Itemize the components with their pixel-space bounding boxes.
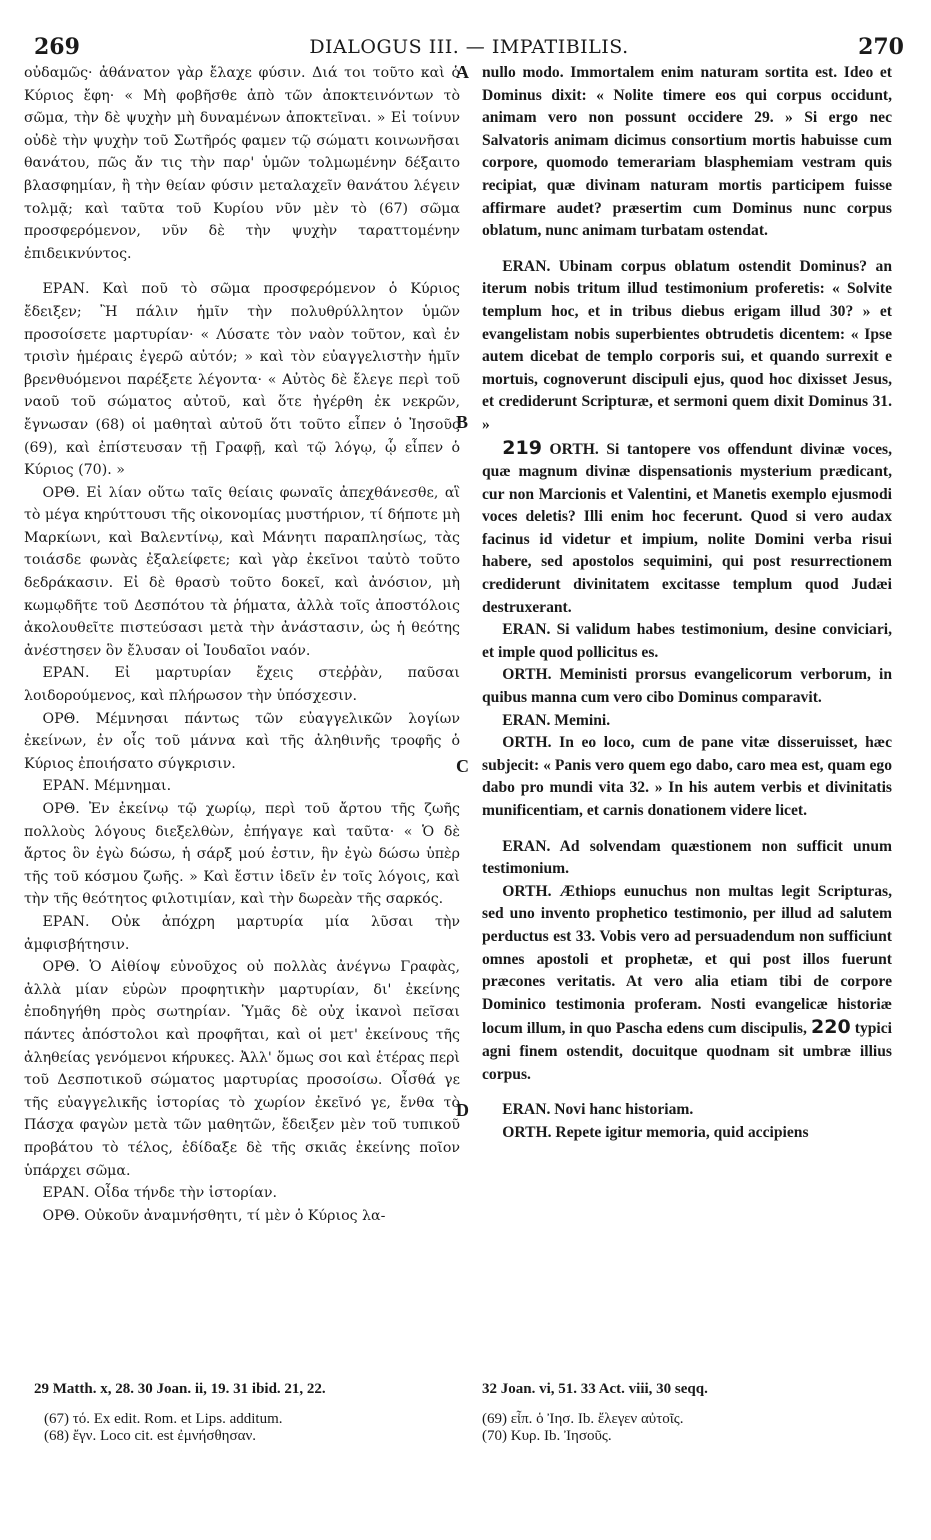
greek-paragraph: ΟΡΘ. Εἰ λίαν οὕτω ταῖς θείαις φωναῖς ἀπεχθάνεσθε, αἳ τὸ μέγα κηρύττουσι τῆς οἰκονομίας μυστήριον, τί δήποτε μὴ Μαρκίωνι, καὶ Βαλεντίνῳ, καὶ Μάνητι παραπλησίως, τὰς τοιάσδε φωνὰς ἐξαλείφετε; καὶ γὰρ ἐκεῖνοι ταὐτὸ τοῦτο δεδράκασιν. Εἰ δὲ θρασὺ τοῦτο δοκεῖ, καὶ ἀνόσιον, μὴ κωμῳδῆτε τοῦ Δεσπότου τὰ ῥήματα, ἀλλὰ τοῖς ἀποστόλοις ἀκολουθεῖτε πιστεύσασι μετὰ τὴν ἀνάστασιν, ὡς ἡ θεότης ἀνέστησεν ὃν ἔλυσαν οἱ Ἰουδαῖοι ναόν. (24, 484, 460, 659)
latin-paragraph-text: ORTH. Si tantopere vos offendunt divinæ voces, quæ magnum divinæ dispensationis mysterium prædicant, cur non Marcionis et Valentini, et Manetis exemplo ejusmodi voces deletis? Illi enim hoc fecerunt. Quod si vero audax facinus id videtur et impium, nolite Domini verba risui habere, sed apostolos sequimini, qui post resurrectionem crediderunt divinitatem excitasse templum quod Judæi destruxerant. (482, 440, 893, 616)
greek-column (24, 62, 460, 1227)
greek-paragraph: ΟΡΘ. Ἐν ἐκείνῳ τῷ χωρίῳ, περὶ τοῦ ἄρτου τῆς ζωῆς πολλοὺς λόγους διεξελθὼν, ἐπήγαγε καὶ ταῦτα· « Ὁ δὲ ἄρτος ὃν ἐγὼ δώσω, ἡ σάρξ μού ἐστιν, ἣν ἐγὼ δώσω ὑπὲρ τῆς τοῦ κόσμου ζωῆς. » Καὶ ἔστιν ἰδεῖν ἐν τοῖς λόγοις, καὶ τὴν τῆς θεότητος φιλοτιμίαν, καὶ τὴν δωρεὰν τῆς σαρκός. (24, 801, 460, 908)
textual-footnotes-left (44, 1411, 464, 1445)
latin-paragraph: ERAN. Novi hanc historiam. (502, 1101, 694, 1119)
greek-paragraph: ΕΡΑΝ. Εἰ μαρτυρίαν ἔχεις στεῤῥὰν, παῦσαι λοιδορούμενος, καὶ πλήρωσον τὴν ὑπόσχεσιν. (24, 665, 460, 705)
page-header (34, 34, 904, 64)
greek-paragraph: οὐδαμῶς· ἀθάνατον γὰρ ἔλαχε φύσιν. Διά τοι τοῦτο καὶ ὁ Κύριος ἔφη· « Μὴ φοβῆσθε ἀπὸ τῶν ἀποκτεινόντων τὸ σῶμα, τὴν δὲ ψυχὴν μὴ δυναμένων ἀποκτεῖναι. » Εἰ τοίνυν οὐδὲ τὴν ψυχὴν τοῦ Σωτῆρός φαμεν τῷ σώματι κοινωνῆσαι θανάτου, πῶς ἄν τις τὴν παρ' ὑμῶν τολμωμένην δέξαιτο βλασφημίαν, ἢ τὴν θείαν φύσιν μεταλαχεῖν θανάτου λέγειν τολμᾷ; καὶ ταῦτα τοῦ Κυρίου νῦν μὲν τὸ (67) σῶμα προσφερόμενον, νῦν δὲ τὴν ψυχὴν ταραττομένην ἐπιδεικνύντος. (24, 65, 460, 262)
greek-paragraph: ΕΡΑΝ. Οἶδα τήνδε τὴν ἱστορίαν. (42, 1185, 277, 1202)
scripture-footnotes-right: 32 Joan. vi, 51. 33 Act. viii, 30 seqq. (482, 1381, 708, 1397)
textual-footnote: (70) Κυρ. Ib. Ἰησοῦς. (482, 1428, 612, 1444)
latin-paragraph: ORTH. Meministi prorsus evangelicorum verborum, in quibus manna cum vero cibo Dominus comparavit. (482, 666, 892, 707)
greek-paragraph: ΕΡΑΝ. Οὐκ ἀπόχρη μαρτυρία μία λῦσαι τὴν ἀμφισβήτησιν. (24, 913, 460, 953)
column-marker-b: B (456, 412, 469, 432)
latin-paragraph (482, 437, 892, 620)
latin-paragraph: nullo modo. Immortalem enim naturam sortita est. Ideo et Dominus dixit: « Nolite timere eos qui corpus occidunt, animam vero non possunt occidere 29. » Si ergo nec Salvatoris animam dicimus consortium mortis habuisse cum corpore, quomodo temerariam blasphemiam vestram quis recipiat, quæ divinam naturam mortis participem fuisse affirmare audet? præsertim cum Dominus nunc corpus oblatum, nunc animam turbatam ostendat. (482, 64, 892, 240)
latin-column (482, 62, 892, 1144)
column-marker-c: C (456, 756, 469, 776)
left-page-number: 269 (34, 34, 80, 60)
greek-paragraph: ΟΡΘ. Μέμνησαι πάντως τῶν εὐαγγελικῶν λογίων ἐκείνων, ἐν οἷς τοῦ μάννα καὶ τῆς ἀληθινῆς τροφῆς ὁ Κύριος ἐποιήσατο σύγκρισιν. (24, 710, 460, 772)
scripture-footnotes-left: 29 Matth. x, 28. 30 Joan. ii, 19. 31 ibid. 21, 22. (34, 1381, 326, 1397)
column-marker-d: D (456, 1100, 469, 1120)
latin-paragraph-text: typici agni finem ostendit, docuitque quodnam sit umbræ illius corpus. (482, 1020, 893, 1083)
latin-paragraph (482, 881, 892, 1086)
latin-paragraph-text: ORTH. Æthiops eunuchus non multas legit Scripturas, sed uno invento prophetico testimonio, per illud ad salutem perductus est 33. Vobis vero ad persuadendum non sufficiunt omnes apostoli et prophetæ, et qui post illos fuerunt præcones veritatis. At vero alia etiam tibi de corpore Dominico testimonia proferam. Nosti evangelicæ historiæ locum illum, in quo Pascha edens cum discipulis, (482, 882, 892, 1038)
latin-paragraph: ERAN. Memini. (502, 711, 611, 729)
latin-paragraph: ERAN. Si validum habes testimonium, desine conviciari, et imple quod pollicitus es. (482, 621, 892, 661)
column-number: 219 (502, 436, 542, 459)
latin-paragraph: ERAN. Ubinam corpus oblatum ostendit Dominus? an iterum nobis tritum illud testimonium proferetis: « Solvite templum hoc, et in tribus diebus erigam illud 30? » et evangelistam nobis superbientes obtrudetis dicentem: « Ipse autem dicebat de templo corporis sui, et quando surrexit e mortuis, cognoverunt discipuli ejus, quod hoc dixisset Jesus, et crediderunt Scripturæ, et sermoni quem dixit Dominus 31. » (482, 257, 892, 433)
column-number: 220 (811, 1016, 851, 1039)
greek-paragraph: ΟΡΘ. Οὐκοῦν ἀναμνήσθητι, τί μὲν ὁ Κύριος λα- (42, 1207, 386, 1224)
textual-footnote: (68) ἔγν. Loco cit. est ἐμνήσθησαν. (44, 1428, 256, 1444)
running-title: DIALOGUS III. — IMPATIBILIS. (309, 36, 629, 58)
textual-footnotes-right (482, 1411, 882, 1445)
latin-paragraph: ORTH. In eo loco, cum de pane vitæ disseruisset, hæc subjecit: « Panis vero quem ego dabo, caro mea est, quam ego dabo pro mundi vita 32. » In his autem verbis et divinitatis munificentiam, et carnis donationem videre licet. (482, 734, 892, 819)
right-page-number: 270 (858, 34, 904, 60)
column-marker-a: A (456, 62, 469, 82)
latin-paragraph: ORTH. Repete igitur memoria, quid accipiens (502, 1123, 809, 1141)
latin-paragraph: ERAN. Ad solvendam quæstionem non sufficit unum testimonium. (482, 837, 892, 878)
greek-paragraph: ΕΡΑΝ. Καὶ ποῦ τὸ σῶμα προσφερόμενον ὁ Κύριος ἔδειξεν; Ἢ πάλιν ἡμῖν τὴν πολυθρύλλητον ὑμῶν προσοίσετε μαρτυρίαν· « Λύσατε τὸν ναὸν τοῦτον, καὶ ἐν τρισὶν ἡμέραις ἐγερῶ αὐτόν; » καὶ τὸν εὐαγγελιστὴν ἡμῖν βρενθυόμενοι παρέξετε λέγοντα· « Αὐτὸς δὲ ἔλεγε περὶ τοῦ ναοῦ τοῦ σώματος αὐτοῦ, καὶ ὅτε ἠγέρθη ἐκ νεκρῶν, ἔγνωσαν (68) οἱ μαθηταὶ αὐτοῦ ὅτι τοῦτο εἶπεν ὁ Ἰησοῦς (69), καὶ ἐπίστευσαν τῇ Γραφῇ, καὶ τῷ λόγῳ, ᾧ εἶπεν ὁ Κύριος (70). » (24, 281, 460, 479)
textual-footnote: (69) εἶπ. ὁ Ἰησ. Ib. ἔλεγεν αὐτοῖς. (482, 1411, 684, 1427)
greek-paragraph: ΟΡΘ. Ὁ Αἰθίοψ εὐνοῦχος οὐ πολλὰς ἀνέγνω Γραφὰς, ἀλλὰ μίαν εὑρὼν προφητικὴν μαρτυρίαν, δι' ἐκείνης ἐποδηγήθη πρὸς σωτηρίαν. Ὑμᾶς δὲ οὐχ ἱκανοὶ πεῖσαι πάντες ἀπόστολοι καὶ προφῆται, καὶ οἱ μετ' ἐκείνους τῆς ἀληθείας γενόμενοι κήρυκες. Ἀλλ' ὅμως σοι καὶ ἑτέρας περὶ τοῦ Δεσποτικοῦ σώματος μαρτυρίας προσοίσω. Οἶσθά γε τῆς εὐαγγελικῆς ἱστορίας τὸ χωρίον ἐκεῖνό γε, ἔνθα τὸ Πάσχα φαγὼν μετὰ τῶν μαθητῶν, ἔδειξεν μὲν τοῦ τυπικοῦ προβάτου τὸ τέλος, ἐδίδαξε δὲ τῆς σκιᾶς ἐκείνης ποῖον ὑπάρχει σῶμα. (24, 959, 460, 1179)
greek-paragraph: ΕΡΑΝ. Μέμνημαι. (42, 778, 172, 795)
textual-footnote: (67) τό. Ex edit. Rom. et Lips. additum. (44, 1411, 283, 1427)
